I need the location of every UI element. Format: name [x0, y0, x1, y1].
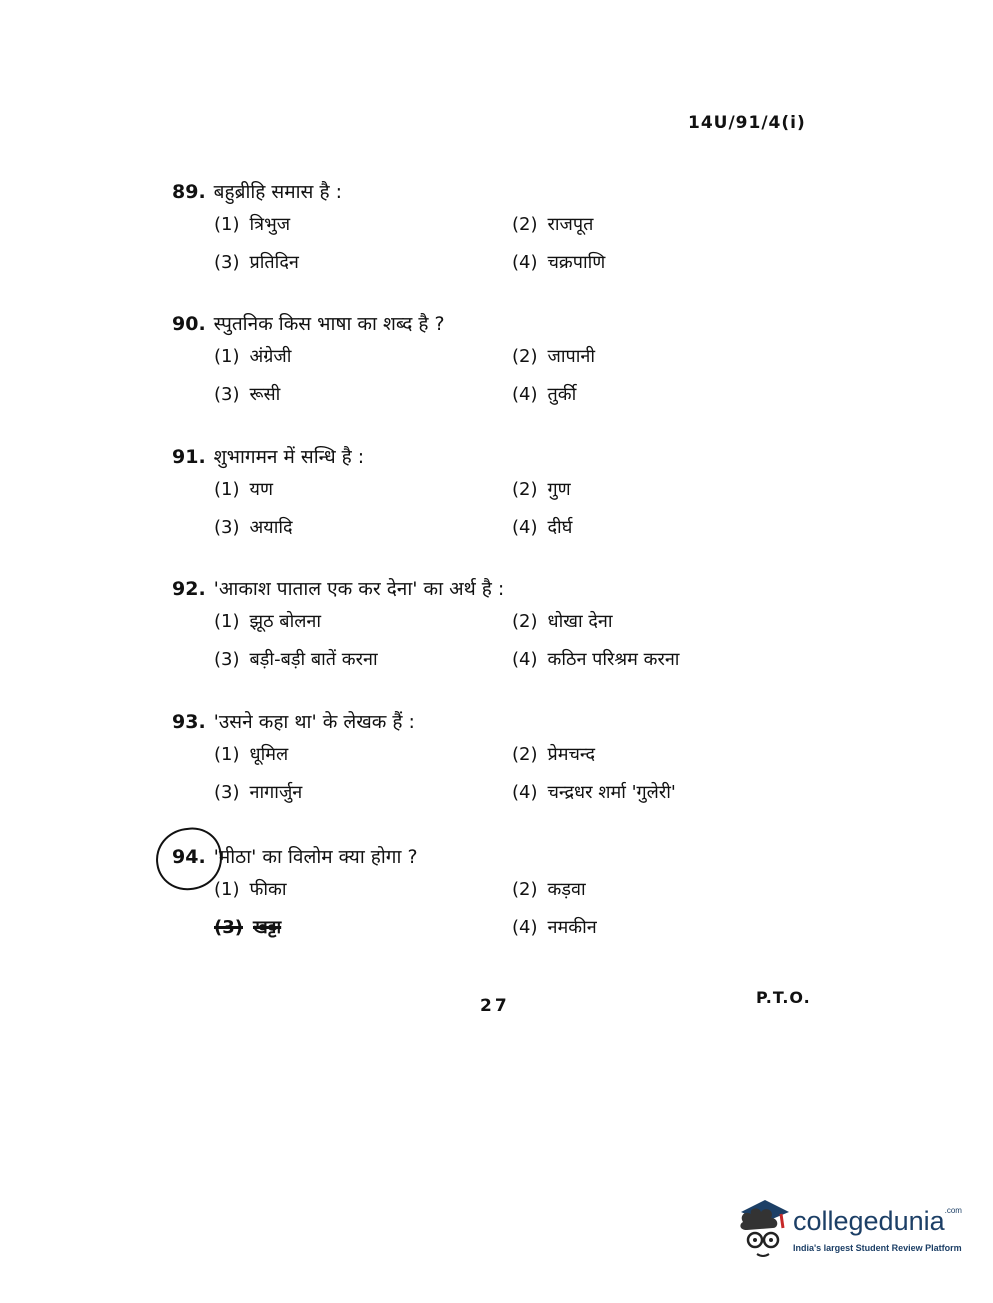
- question-89: [172, 178, 772, 292]
- option-2: (2) गुण: [512, 479, 571, 500]
- brand-tagline: India's largest Student Review Platform: [793, 1243, 962, 1253]
- option-1: (1) यण: [214, 479, 273, 500]
- option-4: (4) नमकीन: [512, 917, 597, 938]
- collegedunia-logo: [735, 1196, 965, 1266]
- option-1: (1) अंग्रेजी: [214, 346, 292, 367]
- option-3: (3) रूसी: [214, 384, 281, 405]
- option-3: (3) खट्टा: [214, 917, 282, 938]
- option-2: (2) जापानी: [512, 346, 596, 367]
- question-number: 90.: [172, 313, 206, 335]
- option-2: (2) कड़वा: [512, 879, 586, 900]
- option-1: (1) फीका: [214, 879, 287, 900]
- option-3: (3) अयादि: [214, 517, 293, 538]
- option-1: (1) धूमिल: [214, 744, 289, 765]
- question-text: 'आकाश पाताल एक कर देना' का अर्थ है :: [213, 578, 505, 600]
- option-4: (4) चक्रपाणि: [512, 252, 606, 273]
- option-4: (4) कठिन परिश्रम करना: [512, 649, 680, 670]
- question-91: [172, 443, 772, 557]
- brand-suffix: .com: [944, 1206, 962, 1215]
- question-text: 'उसने कहा था' के लेखक हैं :: [213, 711, 415, 733]
- question-number: 91.: [172, 446, 206, 468]
- paper-code: 14U/91/4(i): [688, 113, 806, 133]
- question-92: [172, 575, 772, 689]
- option-2: (2) प्रेमचन्द: [512, 744, 596, 765]
- question-number: 93.: [172, 711, 206, 733]
- pto-label: P.T.O.: [756, 988, 811, 1007]
- question-90: [172, 310, 772, 424]
- option-3: (3) बड़ी-बड़ी बातें करना: [214, 649, 378, 670]
- option-2: (2) राजपूत: [512, 214, 594, 235]
- option-3: (3) प्रतिदिन: [214, 252, 299, 273]
- option-2: (2) धोखा देना: [512, 611, 613, 632]
- brand-name: collegedunia: [793, 1206, 945, 1236]
- question-number: 94.: [172, 846, 206, 868]
- question-text: बहुब्रीहि समास है :: [213, 181, 342, 203]
- question-number: 92.: [172, 578, 206, 600]
- option-4: (4) तुर्की: [512, 384, 577, 405]
- option-4: (4) चन्द्रधर शर्मा 'गुलेरी': [512, 782, 676, 803]
- option-3: (3) नागार्जुन: [214, 782, 303, 803]
- question-text: स्पुतनिक किस भाषा का शब्द है ?: [213, 313, 445, 335]
- question-94: [172, 843, 772, 957]
- option-1: (1) झूठ बोलना: [214, 611, 322, 632]
- mascot-icon: [735, 1196, 791, 1266]
- option-1: (1) त्रिभुज: [214, 214, 291, 235]
- page-number: 27: [480, 996, 510, 1016]
- question-text: शुभागमन में सन्धि है :: [213, 446, 365, 468]
- question-93: [172, 708, 772, 822]
- question-text: 'मीठा' का विलोम क्या होगा ?: [213, 846, 418, 868]
- question-number: 89.: [172, 181, 206, 203]
- option-4: (4) दीर्घ: [512, 517, 573, 538]
